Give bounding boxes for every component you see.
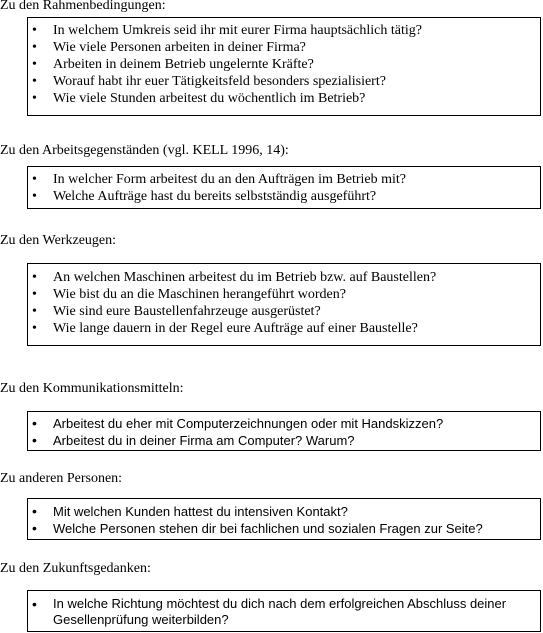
bullet-icon: • — [32, 57, 37, 72]
question-item: • Worauf habt ihr euer Tätigkeitsfeld besonders spezialisiert? — [32, 74, 386, 89]
bullet-icon: • — [32, 189, 37, 204]
section-heading-anderen-personen: Zu anderen Personen: — [0, 471, 123, 486]
question-box-arbeitsgegenstaende — [27, 166, 541, 209]
section-heading-rahmenbedingungen: Zu den Rahmenbedingungen: — [0, 0, 166, 13]
bullet-icon: • — [32, 270, 37, 285]
question-item: • Wie lange dauern in der Regel eure Aufträge auf einer Baustelle? — [32, 321, 418, 336]
bullet-icon: • — [32, 91, 37, 106]
question-box-anderen-personen — [27, 498, 541, 540]
bullet-icon: • — [32, 23, 37, 38]
bullet-icon: • — [32, 40, 37, 55]
question-item: • Welche Personen stehen dir bei fachlichen und sozialen Fragen zur Seite? — [32, 520, 483, 536]
bullet-icon: • — [32, 321, 37, 336]
bullet-icon: • — [32, 74, 37, 89]
bullet-icon: • — [32, 415, 37, 431]
question-item: • In welchem Umkreis seid ihr mit eurer Firma hauptsächlich tätig? — [32, 23, 422, 38]
bullet-icon: • — [32, 304, 37, 319]
question-item: • In welche Richtung möchtest du dich nach dem erfolgreichen Abschluss deiner Gesellenprüfung weiterbilden? — [32, 596, 507, 627]
question-box-werkzeugen — [27, 263, 541, 346]
bullet-icon: • — [32, 596, 37, 612]
question-box-zukunftsgedanken — [27, 590, 541, 632]
section-heading-zukunftsgedanken: Zu den Zukunftsgedanken: — [0, 561, 151, 576]
question-item: • Welche Aufträge hast du bereits selbstständig ausgeführt? — [32, 189, 377, 204]
question-item: • Arbeiten in deinem Betrieb ungelernte Kräfte? — [32, 57, 314, 72]
question-item: • Arbeitest du eher mit Computerzeichnungen oder mit Handskizzen? — [32, 415, 444, 431]
question-box-kommunikationsmitteln — [27, 411, 541, 451]
question-item: • Arbeitest du in deiner Firma am Computer? Warum? — [32, 432, 355, 448]
question-item: • Wie viele Personen arbeiten in deiner Firma? — [32, 40, 306, 55]
bullet-icon: • — [32, 503, 37, 519]
section-heading-werkzeugen: Zu den Werkzeugen: — [0, 233, 117, 248]
bullet-icon: • — [32, 432, 37, 448]
question-item: • Wie bist du an die Maschinen herangeführt worden? — [32, 287, 346, 302]
bullet-icon: • — [32, 172, 37, 187]
question-item: • In welcher Form arbeitest du an den Aufträgen im Betrieb mit? — [32, 172, 407, 187]
section-heading-kommunikationsmitteln: Zu den Kommunikationsmitteln: — [0, 381, 184, 396]
question-item: • An welchen Maschinen arbeitest du im Betrieb bzw. auf Baustellen? — [32, 270, 437, 285]
bullet-icon: • — [32, 520, 37, 536]
question-item: • Wie viele Stunden arbeitest du wöchentlich im Betrieb? — [32, 91, 366, 106]
question-box-rahmenbedingungen — [27, 17, 541, 116]
section-heading-arbeitsgegenstaende: Zu den Arbeitsgegenständen (vgl. KELL 1996, 14): — [0, 143, 289, 158]
question-item: • Wie sind eure Baustellenfahrzeuge ausgerüstet? — [32, 304, 321, 319]
question-item: • Mit welchen Kunden hattest du intensiven Kontakt? — [32, 503, 348, 519]
bullet-icon: • — [32, 287, 37, 302]
